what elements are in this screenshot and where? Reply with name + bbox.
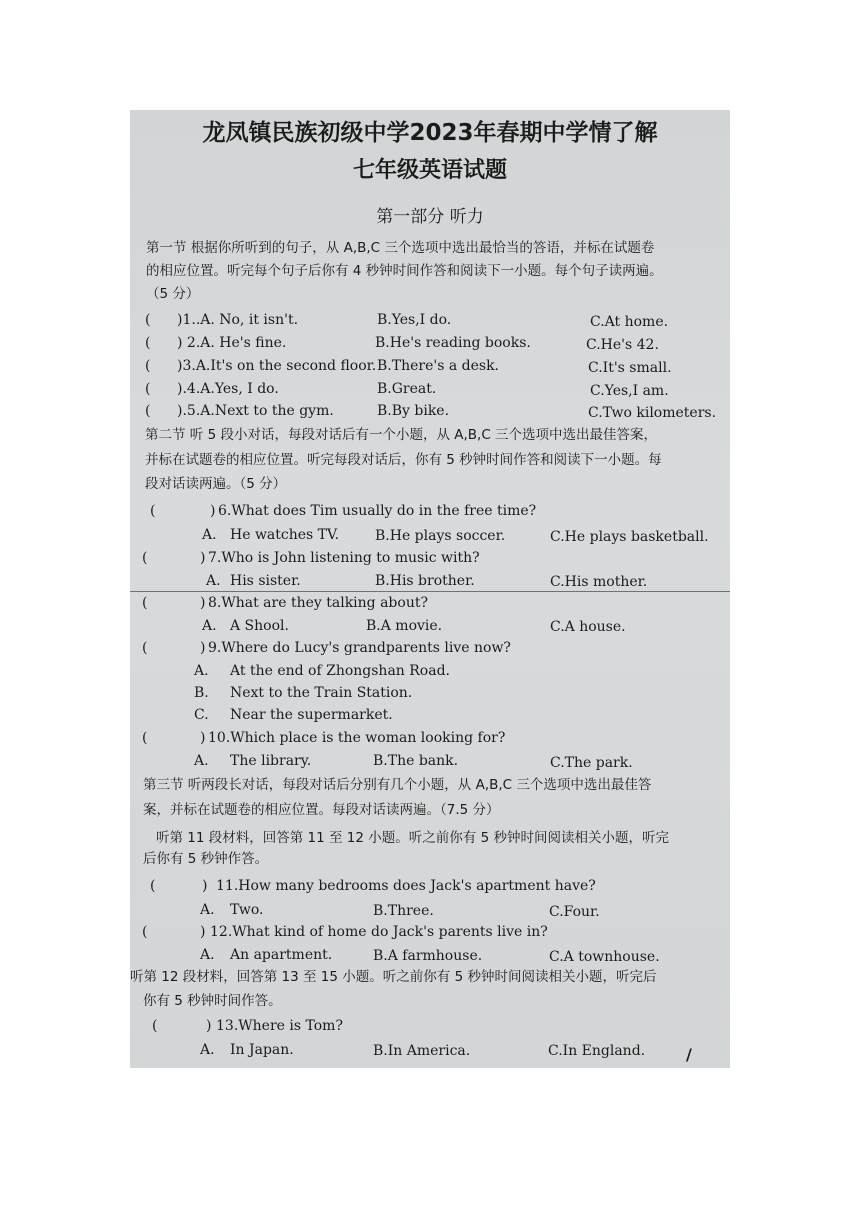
section2-instruction-line2: 并标在试题卷的相应位置。听完每段对话后，你有 5 秒钟时间作答和阅读下一小题。每	[145, 452, 662, 468]
q13-paren-close: )	[206, 1018, 212, 1034]
q9-option-c-letter: C.	[194, 707, 209, 723]
q10-question: 10.Which place is the woman looking for?	[208, 730, 506, 746]
q6-paren-close: )	[210, 503, 216, 519]
q6-option-a: He watches TV.	[230, 527, 340, 543]
q3-option-b: B.There's a desk.	[377, 358, 500, 374]
q2-option-a: ) 2.A. He's fine.	[177, 335, 287, 351]
q10-option-a-letter: A.	[194, 753, 209, 769]
q10-paren-close: )	[200, 730, 206, 746]
q9-option-b: Next to the Train Station.	[230, 685, 413, 701]
section1-instruction-line3: （5 分）	[146, 286, 200, 302]
q11-paren: (	[150, 878, 156, 894]
exam-subtitle: 七年级英语试题	[352, 158, 507, 183]
q1-paren: (	[145, 312, 151, 328]
q5-option-b: B.By bike.	[377, 403, 450, 419]
material12-line2: 你有 5 秒钟时间作答。	[143, 993, 282, 1009]
q13-option-b: B.In America.	[373, 1043, 471, 1059]
q10-option-c: C.The park.	[550, 755, 633, 771]
q4-option-c: C.Yes,I am.	[590, 383, 669, 399]
material11-line1: 听第 11 段材料，回答第 11 至 12 小题。听之前你有 5 秒钟时间阅读相关小题，听完	[156, 830, 669, 846]
q6-option-b: B.He plays soccer.	[375, 528, 506, 544]
material11-line2: 后你有 5 秒钟作答。	[143, 851, 269, 867]
q11-option-a: Two.	[230, 902, 264, 918]
q11-option-c: C.Four.	[549, 904, 600, 920]
q9-option-a: At the end of Zhongshan Road.	[230, 663, 450, 679]
q11-paren-close: )	[202, 878, 208, 894]
q13-option-c: C.In England.	[548, 1043, 646, 1059]
q10-option-b: B.The bank.	[373, 753, 459, 769]
q13-option-a-letter: A.	[200, 1042, 215, 1058]
q12-question: 12.What kind of home do Jack's parents live in?	[210, 924, 548, 940]
q8-option-c: C.A house.	[550, 619, 626, 635]
q11-option-b: B.Three.	[373, 903, 434, 919]
q7-option-a: His sister.	[230, 573, 301, 589]
q8-question: 8.What are they talking about?	[208, 595, 428, 611]
q9-option-a-letter: A.	[194, 663, 209, 679]
q3-paren: (	[145, 358, 151, 374]
section2-instruction-line1: 第二节 听 5 段小对话，每段对话后有一个小题，从 A,B,C 三个选项中选出最佳答案，	[145, 427, 658, 443]
q5-paren: (	[145, 403, 151, 419]
q12-paren-close: )	[200, 924, 206, 940]
q8-option-a: A Shool.	[230, 618, 289, 634]
q8-option-b: B.A movie.	[366, 618, 443, 634]
q6-option-c: C.He plays basketball.	[550, 529, 709, 545]
q4-option-a: ).4.A.Yes, I do.	[177, 381, 279, 397]
exam-sheet	[130, 110, 730, 1068]
q10-paren: (	[142, 730, 148, 746]
q8-paren: (	[142, 595, 148, 611]
section1-instruction-line1: 第一节 根据你所听到的句子，从 A,B,C 三个选项中选出最恰当的答语，并标在试题卷	[146, 240, 655, 256]
q5-option-c: C.Two kilometers.	[588, 405, 717, 421]
q9-paren-close: )	[200, 640, 206, 656]
q8-option-a-letter: A.	[202, 618, 217, 634]
q11-question: 11.How many bedrooms does Jack's apartment have?	[216, 878, 596, 894]
q3-option-c: C.It's small.	[588, 360, 672, 376]
q1-option-b: B.Yes,I do.	[377, 312, 452, 328]
q6-question: 6.What does Tim usually do in the free time?	[218, 503, 537, 519]
q4-paren: (	[145, 381, 151, 397]
q6-option-a-letter: A.	[202, 527, 217, 543]
q12-option-a: An apartment.	[230, 947, 333, 963]
q9-option-b-letter: B.	[194, 685, 209, 701]
q2-option-b: B.He's reading books.	[375, 335, 531, 351]
q12-option-b: B.A farmhouse.	[373, 948, 483, 964]
section1-instruction-line2: 的相应位置。听完每个句子后你有 4 秒钟时间作答和阅读下一小题。每个句子读两遍。	[146, 263, 663, 279]
q11-option-a-letter: A.	[200, 902, 215, 918]
section3-instruction-line2: 案，并标在试题卷的相应位置。每段对话读两遍。（7.5 分）	[143, 802, 500, 818]
q12-option-c: C.A townhouse.	[549, 949, 660, 965]
q8-paren-close: )	[200, 595, 206, 611]
q7-question: 7.Who is John listening to music with?	[208, 550, 480, 566]
q13-question: 13.Where is Tom?	[216, 1018, 343, 1034]
page-mark: /	[686, 1045, 692, 1064]
q4-option-b: B.Great.	[377, 381, 437, 397]
q13-paren: (	[152, 1018, 158, 1034]
q12-option-a-letter: A.	[200, 947, 215, 963]
q9-paren: (	[142, 640, 148, 656]
scan-fold-line	[130, 591, 730, 592]
q6-paren: (	[150, 503, 156, 519]
section2-instruction-line3: 段对话读两遍。（5 分）	[145, 476, 287, 492]
q1-option-c: C.At home.	[590, 314, 669, 330]
q2-option-c: C.He's 42.	[586, 337, 659, 353]
q1-option-a: )1..A. No, it isn't.	[177, 312, 299, 328]
q12-paren: (	[142, 924, 148, 940]
q9-question: 9.Where do Lucy's grandparents live now?	[208, 640, 511, 656]
q3-option-a: )3.A.It's on the second floor.	[177, 358, 377, 374]
q7-paren: (	[142, 550, 148, 566]
q9-option-c: Near the supermarket.	[230, 707, 393, 723]
material12-line1: 听第 12 段材料，回答第 13 至 15 小题。听之前你有 5 秒钟时间阅读相关小题，听完后	[130, 969, 657, 985]
section3-instruction-line1: 第三节 听两段长对话，每段对话后分别有几个小题，从 A,B,C 三个选项中选出最佳答	[143, 777, 652, 793]
q7-option-c: C.His mother.	[550, 574, 648, 590]
q13-option-a: In Japan.	[230, 1042, 294, 1058]
q7-option-a-letter: A.	[206, 573, 221, 589]
exam-title: 龙凤镇民族初级中学2023年春期中学情了解	[202, 120, 658, 146]
q2-paren: (	[145, 335, 151, 351]
q7-paren-close: )	[200, 550, 206, 566]
part-title: 第一部分 听力	[376, 207, 484, 227]
q7-option-b: B.His brother.	[375, 573, 475, 589]
q10-option-a: The library.	[230, 753, 312, 769]
q5-option-a: ).5.A.Next to the gym.	[177, 403, 334, 419]
